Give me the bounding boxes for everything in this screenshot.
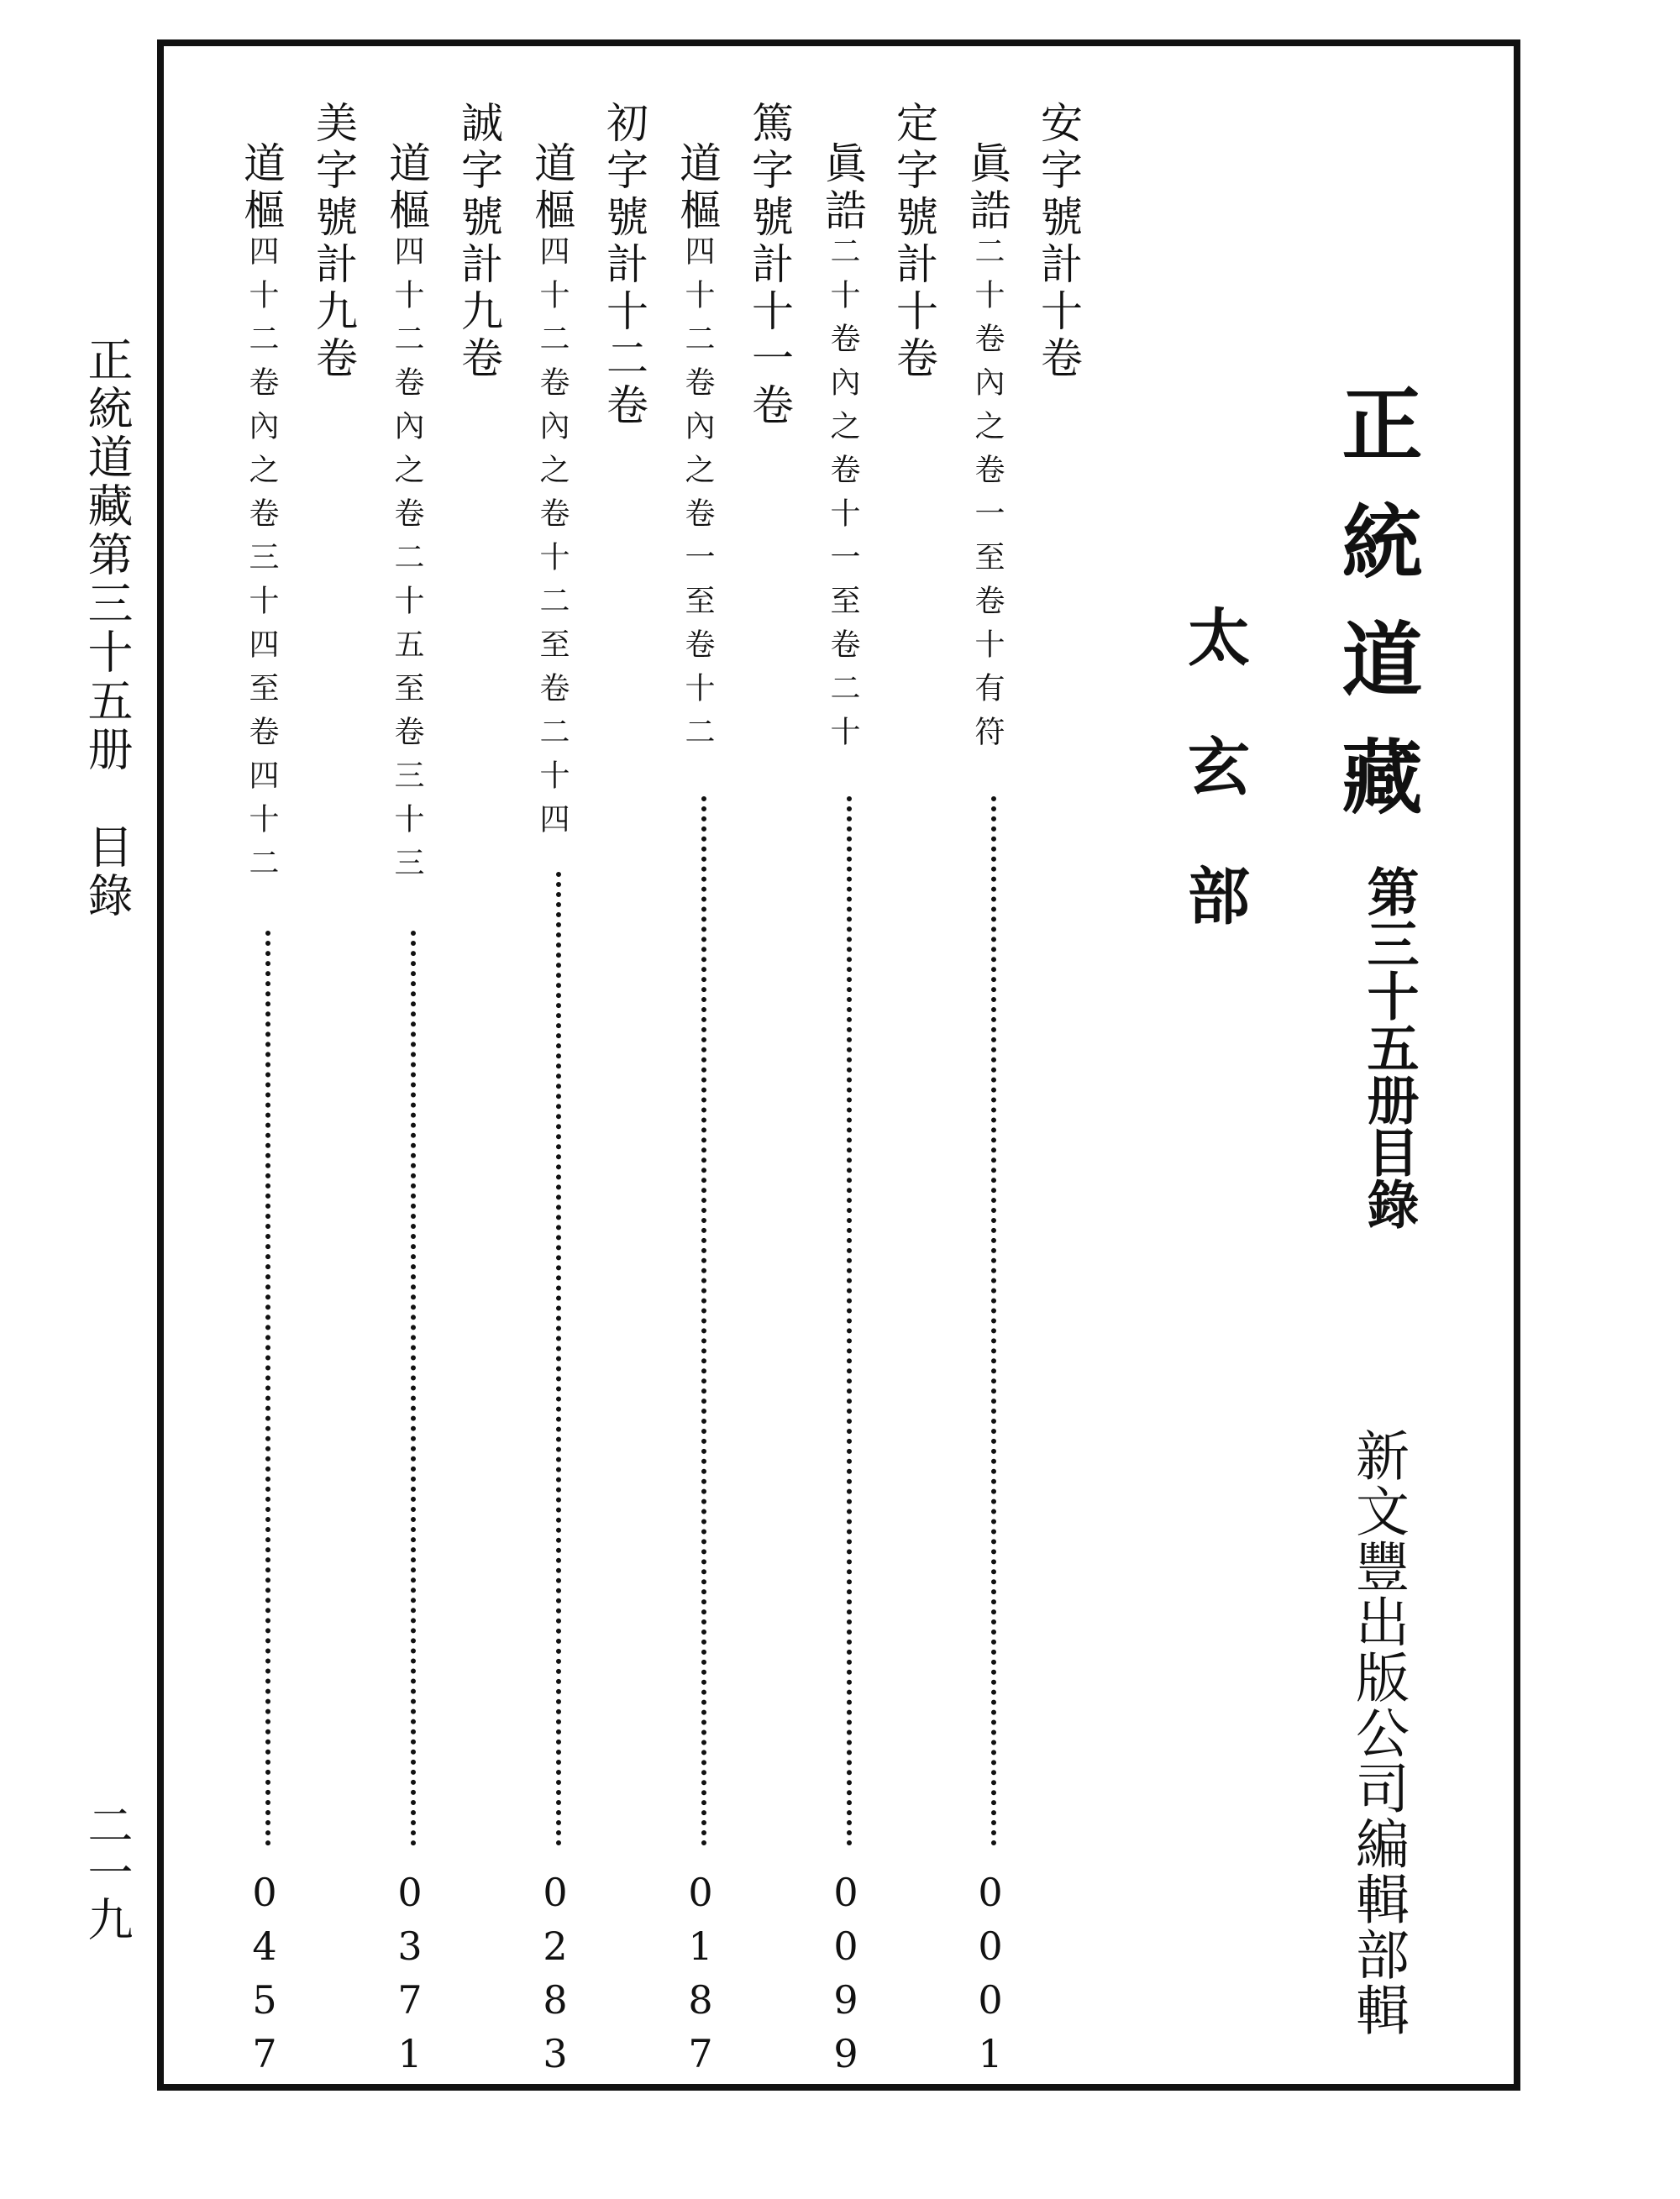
entry-text xyxy=(382,141,431,890)
group-heading-an: 安字號計十卷 xyxy=(1034,101,1083,383)
entry-title: 眞誥 xyxy=(963,141,1011,235)
entry-text xyxy=(818,141,867,759)
group-heading-cheng: 誠字號計九卷 xyxy=(454,101,503,383)
toc-entry xyxy=(237,141,299,2085)
entry-range: 二十卷內之卷十一至卷二十 xyxy=(826,235,860,759)
entry-text xyxy=(237,141,286,890)
entry-range: 二十卷內之卷一至卷十有符 xyxy=(970,235,1005,759)
entry-range: 四十二卷內之卷十二至卷二十四 xyxy=(535,235,570,847)
leader-dots xyxy=(265,931,270,1846)
toc-entry xyxy=(818,141,880,2085)
entry-page-number: 0099 xyxy=(823,1870,869,2085)
entry-title: 道樞 xyxy=(237,141,286,235)
publisher-credit: 新文豐出版公司編輯部輯 xyxy=(1347,1428,1409,2038)
entry-text xyxy=(528,141,576,847)
entry-title: 道樞 xyxy=(382,141,431,235)
entry-range: 四十二卷內之卷一至卷十二 xyxy=(680,235,715,759)
entry-page-number: 0371 xyxy=(387,1870,433,2085)
toc-entry xyxy=(963,141,1025,2085)
section-heading: 太玄部 xyxy=(1178,605,1250,993)
entry-range: 四十二卷內之卷三十四至卷四十二 xyxy=(244,235,279,890)
leader-dots xyxy=(991,796,996,1846)
entry-page-number: 0187 xyxy=(678,1870,723,2085)
running-head: 正統道藏第三十五册 目錄 xyxy=(81,336,134,921)
group-heading-mei: 美字號計九卷 xyxy=(309,101,358,383)
entry-title: 道樞 xyxy=(528,141,576,235)
folio-number: 二一九 xyxy=(81,1802,134,1943)
group-heading-chu: 初字號計十二卷 xyxy=(600,101,648,430)
entry-page-number: 0283 xyxy=(533,1870,578,2085)
entry-text xyxy=(673,141,722,759)
entry-title: 道樞 xyxy=(673,141,722,235)
group-heading-du: 篤字號計十一卷 xyxy=(745,101,794,430)
volume-title: 第三十五册目錄 xyxy=(1358,865,1420,1230)
entry-text xyxy=(963,141,1011,759)
leader-dots xyxy=(847,796,852,1846)
group-heading-ding: 定字號計十卷 xyxy=(890,101,938,383)
leader-dots xyxy=(701,796,706,1846)
entry-page-number: 0001 xyxy=(968,1870,1013,2085)
leader-dots xyxy=(556,872,561,1846)
book-title: 正統道藏 xyxy=(1329,382,1424,853)
leader-dots xyxy=(411,931,416,1846)
entry-title: 眞誥 xyxy=(818,141,867,235)
toc-entry xyxy=(673,141,735,2085)
entry-page-number: 0457 xyxy=(242,1870,287,2085)
toc-entry xyxy=(382,141,444,2085)
entry-range: 四十二卷內之卷二十五至卷三十三 xyxy=(390,235,424,890)
toc-entry xyxy=(528,141,590,2085)
